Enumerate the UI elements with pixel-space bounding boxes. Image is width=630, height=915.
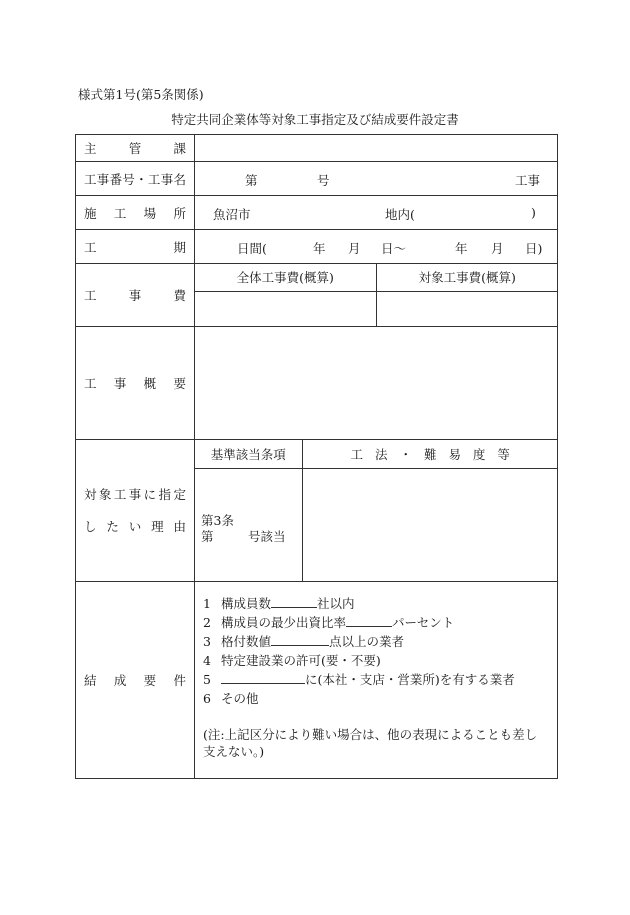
site-field[interactable]: 魚沼市 地内( ) [195,196,558,230]
row-reason [76,440,558,582]
requirements-list [195,582,557,708]
row-period [76,230,558,264]
blank-line[interactable] [221,671,305,684]
blank-line[interactable] [271,633,329,646]
label-overview: 工 事 概 要 [76,327,195,440]
label-period: 工 期 [76,230,195,264]
total-cost-field[interactable] [195,291,376,326]
requirements-note: (注:上記区分により難い場合は、他の表現によることも差し支えない。) [203,727,538,759]
criteria-header: 基準該当条項 [195,440,302,468]
reason-subtable [195,440,558,581]
label-dept: 主 管 課 [76,135,195,162]
overview-field[interactable] [195,327,558,440]
row-overview [76,327,558,440]
row-dept [76,135,558,162]
criteria-field[interactable]: 第3条 第 号該当 [195,468,302,581]
article-label: 第3条 [201,512,234,528]
target-cost-field[interactable] [376,291,558,326]
blank-line[interactable] [271,595,317,608]
label-project: 工 事 番 号 ・ 工 事 名 [76,162,195,196]
reason-cell [195,440,558,582]
requirements-field[interactable] [195,582,558,779]
row-site [76,196,558,230]
blank-line[interactable] [346,614,392,627]
label-reason: 対 象 工 事 に 指 定 し た い 理 由 [76,440,195,582]
cost-subtable [195,264,558,326]
requirement-item: 2 構成員の最少出資比率 パーセント [203,615,455,630]
requirement-item: 3 格付数値 点以上の業者 [203,634,405,649]
method-field[interactable] [302,468,558,581]
project-field[interactable]: 第 号 工事 [195,162,558,196]
total-cost-header: 全体工事費(概算) [195,264,376,291]
document-title: 特定共同企業体等対象工事指定及び結成要件設定書 [171,112,459,127]
label-requirements: 結 成 要 件 [76,582,195,779]
label-site: 施 工 場 所 [76,196,195,230]
cost-cell [195,264,558,327]
row-project [76,162,558,196]
requirement-item: 5 に(本社・支店・営業所)を有する業者 [203,672,515,687]
method-header: 工 法 ・ 難 易 度 等 [302,440,558,468]
designation-form-table [75,134,558,779]
period-field[interactable]: 日間( 年 月 日〜 年 月 日) [195,230,558,264]
requirement-item: 4 特定建設業の許可(要・不要) [203,653,381,668]
row-requirements [76,582,558,779]
requirement-item: 6 その他 [203,691,259,706]
requirement-item: 1 構成員数 社以内 [203,596,355,611]
dept-field[interactable] [195,135,558,162]
target-cost-header: 対象工事費(概算) [376,264,558,291]
label-cost: 工 事 費 [76,264,195,327]
row-cost [76,264,558,327]
form-number: 様式第1号(第5条関係) [78,87,204,102]
